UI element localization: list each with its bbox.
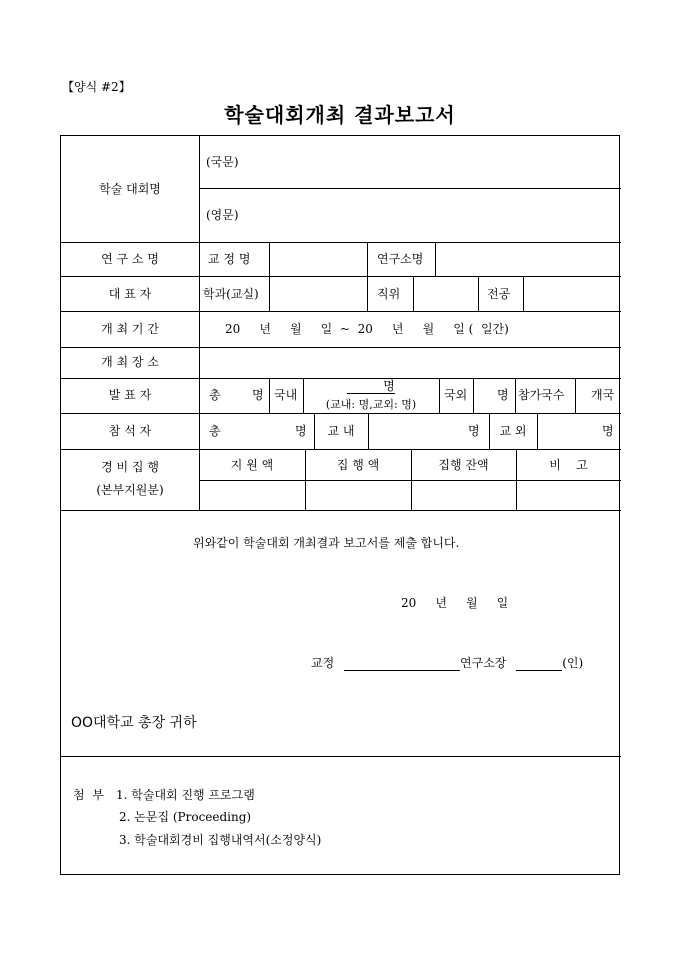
representative-label: 대 표 자 [108,287,152,301]
countries-unit: 개국 [591,388,615,402]
expenses-label: 경 비 집 행 [101,460,159,474]
attachment-item-1: 1. 학술대회 진행 프로그램 [116,788,255,802]
institute-name-label: 연구소명 [377,252,424,266]
recipient: OO대학교 총장 귀하 [71,715,197,731]
position-label: 직위 [377,287,401,301]
presenters-label: 발 표 자 [108,388,152,402]
venue-label: 개 최 장 소 [101,355,159,369]
presenters-domestic-breakdown: (교내: 명,교외: 명) [325,398,417,411]
page-title: 학술대회개최 결과보고서 [224,103,456,127]
presenters-foreign-label: 국외 [444,388,468,402]
attendees-total-label: 총 [209,424,221,438]
attendees-internal-label: 교 내 [327,424,355,438]
presenters-total-label: 총 [209,388,221,402]
presenters-foreign-unit: 명 [497,388,509,402]
countries-label: 참가국수 [518,388,565,402]
attendees-label: 참 석 자 [108,424,152,438]
school-name-label: 교 정 명 [208,252,251,266]
expenses-col-remarks: 비 고 [549,458,588,472]
attendees-total-unit: 명 [295,424,307,438]
report-form [60,135,620,875]
conference-name-label: 학술 대회명 [99,182,161,196]
conference-name-korean-field[interactable]: (국문) [206,155,239,169]
presenters-domestic-label: 국내 [274,388,298,402]
seal-label: (인) [562,656,584,670]
form-number-label: 【양식 #2】 [62,80,131,94]
presenters-total-unit: 명 [252,388,264,402]
institute-label: 연 구 소 명 [101,252,159,266]
attendees-external-label: 교 외 [499,424,527,438]
campus-label: 교정 [311,656,335,670]
expenses-col-support: 지 원 액 [230,458,274,472]
period-label: 개 최 기 간 [101,322,159,336]
department-label: 학과(교실) [203,287,259,301]
major-label: 전공 [487,287,511,301]
declaration-date[interactable]: 20 년 월 일 [401,596,509,610]
expenses-col-balance: 집행 잔액 [438,458,489,472]
attendees-external-unit: 명 [602,424,614,438]
declaration-statement: 위와같이 학술대회 개최결과 보고서를 제출 합니다. [193,536,460,550]
campus-sign-field[interactable] [344,656,460,671]
presenters-domestic-count: 명 [303,379,439,394]
attachment-item-2: 2. 논문집 (Proceeding) [119,810,252,824]
attachments-label: 첨 부 [73,788,104,802]
period-field[interactable]: 20 년 월 일 ~ 20 년 월 일 ( 일간) [225,322,509,336]
signature-line [311,656,583,671]
director-label: 연구소장 [460,656,507,670]
expenses-sublabel: (본부지원분) [96,483,164,497]
conference-name-english-field[interactable]: (영문) [206,208,239,222]
attachment-item-3: 3. 학술대회경비 집행내역서(소정양식) [119,833,322,847]
director-sign-field[interactable] [516,656,562,671]
attendees-internal-unit: 명 [468,424,480,438]
expenses-col-executed: 집 행 액 [336,458,380,472]
